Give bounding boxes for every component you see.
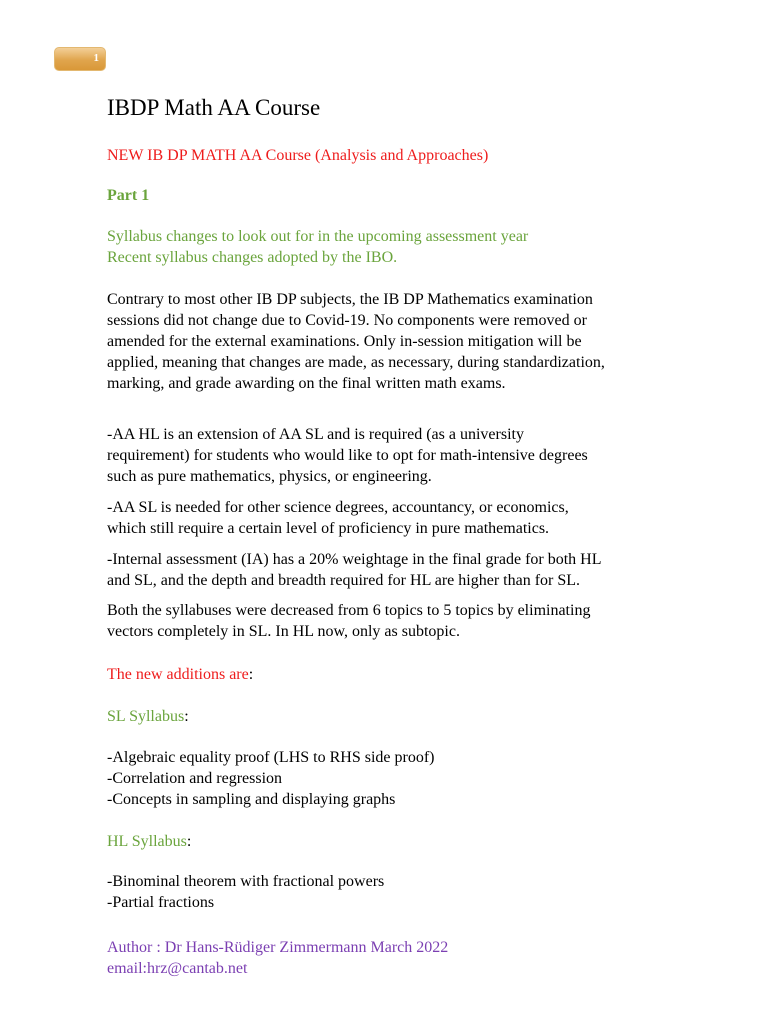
author-footer [107,937,448,979]
syllabus-intro-line: Recent syllabus changes adopted by the IBO. [107,249,398,266]
sl-syllabus-colon: : [184,708,189,725]
paragraph-line: amended for the external examinations. Only in-session mitigation will be [107,333,582,350]
paragraph-line: vectors completely in SL. In HL now, only as subtopic. [107,623,460,640]
paragraph-aa-sl [107,497,569,539]
hl-syllabus-label: HL Syllabus [107,833,187,850]
syllabus-intro-line: Syllabus changes to look out for in the upcoming assessment year [107,228,529,245]
hl-syllabus-colon: : [186,833,192,850]
document-title: IBDP Math AA Course [107,95,321,120]
paragraph-line: applied, meaning that changes are made, as necessary, during standardization, [107,354,605,371]
email-line: email:hrz@cantab.net [107,960,248,977]
list-item: -Algebraic equality proof (LHS to RHS side proof) [107,749,435,766]
list-item: -Binominal theorem with fractional powers [107,873,385,890]
new-additions-colon: : [248,666,254,683]
page-number-badge [54,47,106,71]
page-number: 1 [93,52,99,64]
sl-syllabus-heading [107,706,189,727]
paragraph-covid [107,289,605,394]
paragraph-line: sessions did not change due to Covid-19. No components were removed or [107,312,587,329]
paragraph-aa-hl [107,424,588,487]
paragraph-line: Both the syllabuses were decreased from 6 topics to 5 topics by eliminating [107,602,591,619]
syllabus-intro [107,226,528,268]
new-additions-label: The new additions are [107,666,249,683]
part-heading: Part 1 [107,187,150,204]
author-line: Author : Dr Hans-Rüdiger Zimmermann March 2022 [107,939,449,956]
hl-syllabus-heading [107,831,191,852]
paragraph-line: marking, and grade awarding on the final written math exams. [107,375,506,392]
paragraph-line: Contrary to most other IB DP subjects, the IB DP Mathematics examination [107,291,593,308]
document-subtitle: NEW IB DP MATH AA Course (Analysis and Approaches) [107,147,489,164]
paragraph-syllabuses [107,600,590,642]
paragraph-line: such as pure mathematics, physics, or engineering. [107,468,432,485]
hl-syllabus-list [107,871,384,913]
list-item: -Correlation and regression [107,770,283,787]
paragraph-ia [107,549,602,591]
sl-syllabus-list [107,747,434,810]
paragraph-line: which still require a certain level of proficiency in pure mathematics. [107,520,550,537]
paragraph-line: and SL, and the depth and breadth required for HL are higher than for SL. [107,572,581,589]
sl-syllabus-label: SL Syllabus [107,708,185,725]
new-additions-heading [107,664,253,685]
list-item: -Partial fractions [107,894,215,911]
paragraph-line: requirement) for students who would like to opt for math-intensive degrees [107,447,588,464]
paragraph-line: -AA HL is an extension of AA SL and is required (as a university [107,426,524,443]
paragraph-line: -Internal assessment (IA) has a 20% weightage in the final grade for both HL [107,551,602,568]
list-item: -Concepts in sampling and displaying graphs [107,791,396,808]
paragraph-line: -AA SL is needed for other science degrees, accountancy, or economics, [107,499,569,516]
